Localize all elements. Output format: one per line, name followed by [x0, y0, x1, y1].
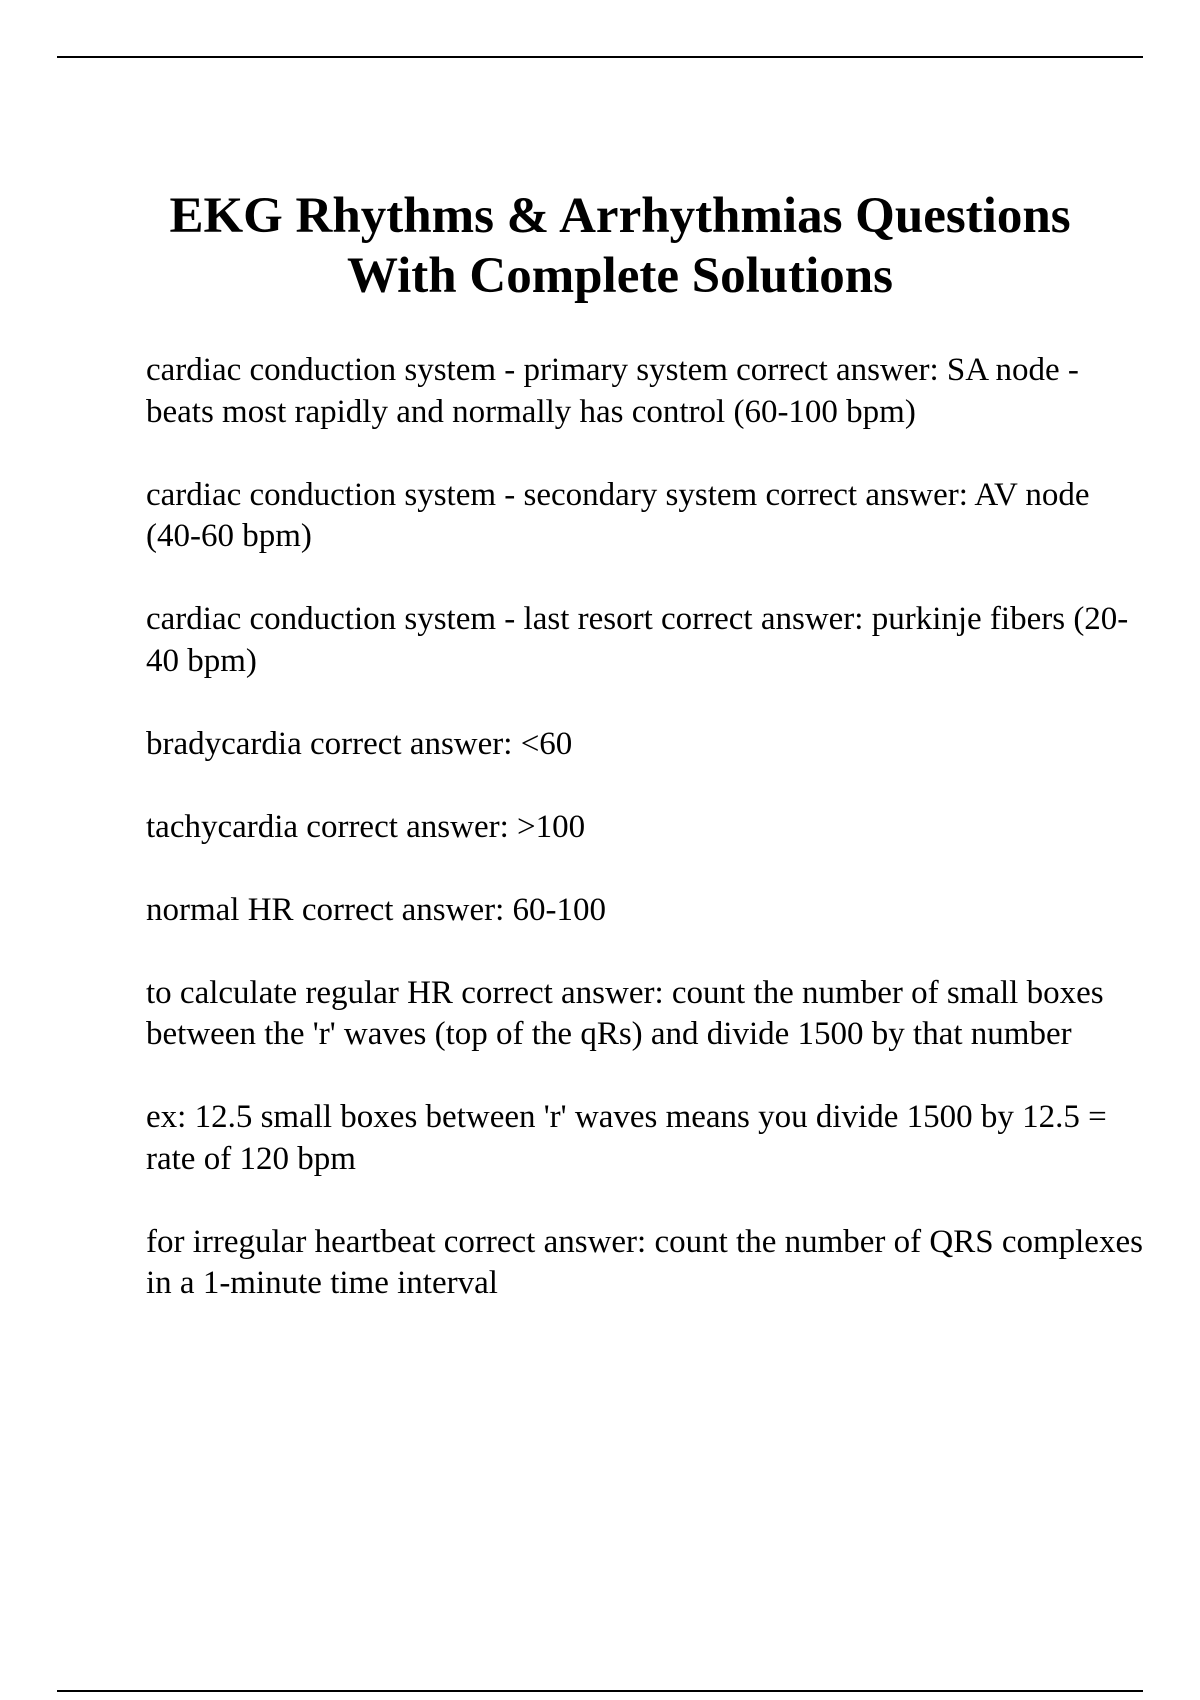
- qa-entry-last-resort: cardiac conduction system - last resort correct answer: purkinje fibers (20-40 bpm): [146, 601, 1129, 679]
- qa-entry-irregular-heartbeat: for irregular heartbeat correct answer: count the number of QRS complexes in a 1-minute time interval: [146, 1223, 1143, 1301]
- qa-entry-secondary-system: cardiac conduction system - secondary system correct answer: AV node (40-60 bpm): [146, 476, 1090, 554]
- qa-entry-normal-hr: normal HR correct answer: 60-100: [146, 891, 607, 928]
- bottom-divider: [57, 1690, 1143, 1692]
- qa-entry-calculate-regular-hr: to calculate regular HR correct answer: count the number of small boxes between the 'r' waves (top of the qRs) and divide 1500 by that number: [146, 974, 1104, 1052]
- qa-entry-primary-system: cardiac conduction system - primary system correct answer: SA node - beats most rapidly and normally has control (60-100 bpm): [146, 352, 1079, 430]
- document-title-line-1: EKG Rhythms & Arrhythmias Questions: [169, 188, 1071, 244]
- top-divider: [57, 56, 1143, 58]
- qa-entry-tachycardia: tachycardia correct answer: >100: [146, 808, 586, 845]
- qa-entry-bradycardia: bradycardia correct answer: <60: [146, 725, 573, 762]
- document-title-line-2: With Complete Solutions: [347, 248, 893, 304]
- document-title: [60, 186, 1180, 306]
- document-body: [146, 350, 1146, 1346]
- qa-entry-example: ex: 12.5 small boxes between 'r' waves means you divide 1500 by 12.5 = rate of 120 bpm: [146, 1099, 1107, 1177]
